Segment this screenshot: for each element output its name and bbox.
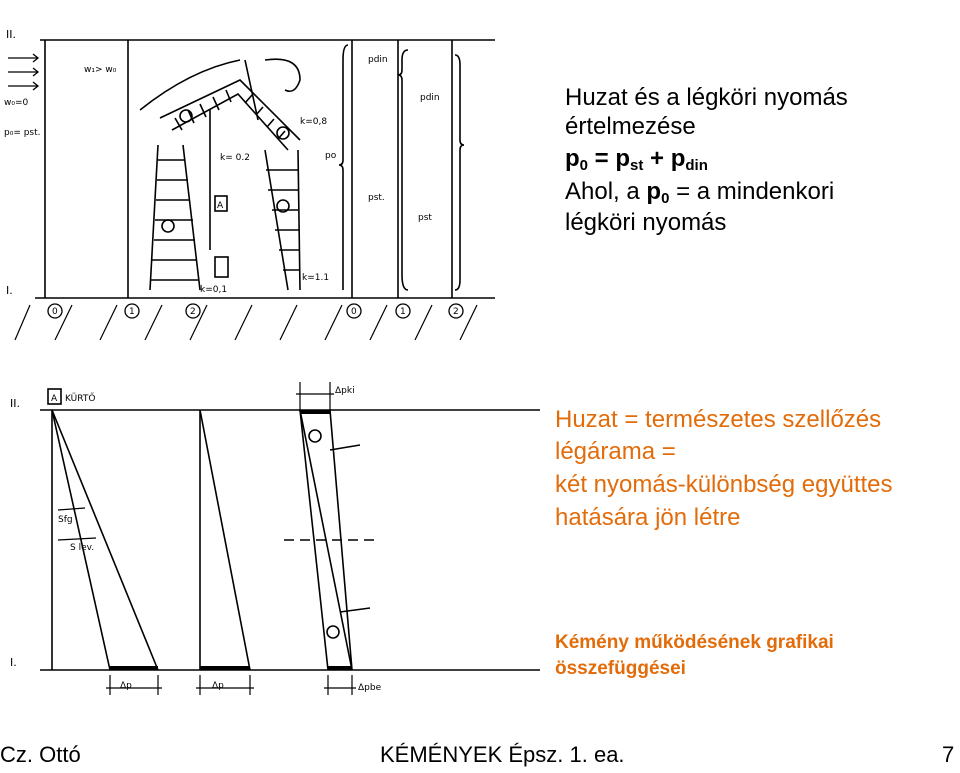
pst-label-2: pst (418, 213, 432, 223)
caption-line-2: összefüggései (555, 658, 686, 679)
k-label-1: k= 0.2 (220, 153, 250, 163)
level-ii-label-lower: II. (10, 397, 20, 410)
heading-line-2: értelmezése (565, 113, 696, 140)
level-ii-label-upper: II. (6, 28, 16, 41)
wall-diagram-left (150, 145, 200, 290)
pointer-2 (340, 608, 370, 612)
definition-line-1: Ahol, a $p_0 = a$ mindenkori (565, 178, 835, 207)
level-i-label-lower: I. (10, 656, 17, 669)
definition-line-2: légköri nyomás (565, 209, 727, 236)
wall-diagram-right (265, 150, 300, 290)
level-i-label-upper: I. (6, 284, 13, 297)
brace-3 (339, 45, 348, 290)
dpbe-label: Δpbe (358, 683, 382, 693)
station-label: 1 (129, 307, 135, 317)
draft-line-3: két nyomás-különbség együttes (555, 471, 893, 498)
dpki-label: Δpki (335, 386, 355, 396)
station-label: 1 (400, 307, 406, 317)
caption-line-1: Kémény működésének grafikai (555, 632, 834, 653)
w0-label: w₀=0 (4, 98, 29, 108)
pdin-label-2: pdin (420, 93, 440, 103)
dp-label-2: Δp (212, 681, 224, 691)
brace-2 (455, 55, 464, 290)
pdin-label-1: pdin (368, 55, 388, 65)
po-label: po (325, 151, 337, 161)
minus-marker-lower (327, 626, 339, 638)
s-fg-label: Sfg (58, 515, 73, 525)
footer-page-number: 7 (942, 742, 955, 767)
eddy-arrow (265, 59, 300, 91)
k-label-3: k=0,8 (300, 117, 328, 127)
draft-line-4: hatására jön létre (555, 504, 741, 531)
footer-author: Cz. Ottó (0, 742, 81, 767)
footer-title: KÉMÉNYEK Épsz. 1. ea. (380, 742, 625, 767)
draft-line-1: Huzat = természetes szellőzés (555, 406, 882, 433)
chimney-box (215, 257, 228, 277)
wind-arrows (8, 54, 38, 90)
s-lev-label: S lev. (70, 543, 95, 553)
k-label-2: k=0,1 (200, 285, 228, 295)
draft-line-2: légárama = (555, 438, 676, 465)
k-label-4: k=1.1 (302, 273, 330, 283)
dimension-ticks (58, 382, 356, 695)
p0-label: p₀= pst. (4, 128, 41, 138)
lower-slope-3 (200, 410, 250, 670)
station-label: 2 (453, 307, 459, 317)
station-label: 0 (351, 307, 357, 317)
chimney-name-label: KÜRTŐ (65, 394, 96, 404)
wind-curve (140, 60, 240, 110)
station-label: 0 (52, 307, 58, 317)
pointer-1 (330, 445, 360, 450)
plus-marker-wall (162, 220, 174, 232)
box-a-lower-label: A (51, 394, 58, 404)
heading-line-1: Huzat és a légköri nyomás (565, 84, 848, 111)
dp-label-1: Δp (120, 681, 132, 691)
pst-label-1: pst. (368, 193, 385, 203)
box-a-upper-label: A (217, 201, 224, 211)
formula: $p_0 = p_{st} + p_{din}$ (565, 145, 708, 174)
brace-1 (398, 50, 408, 290)
wind-label: w₁> w₀ (84, 65, 117, 75)
ground-hatch-upper (15, 305, 477, 340)
station-label: 2 (190, 307, 196, 317)
plus-marker-lower (309, 430, 321, 442)
